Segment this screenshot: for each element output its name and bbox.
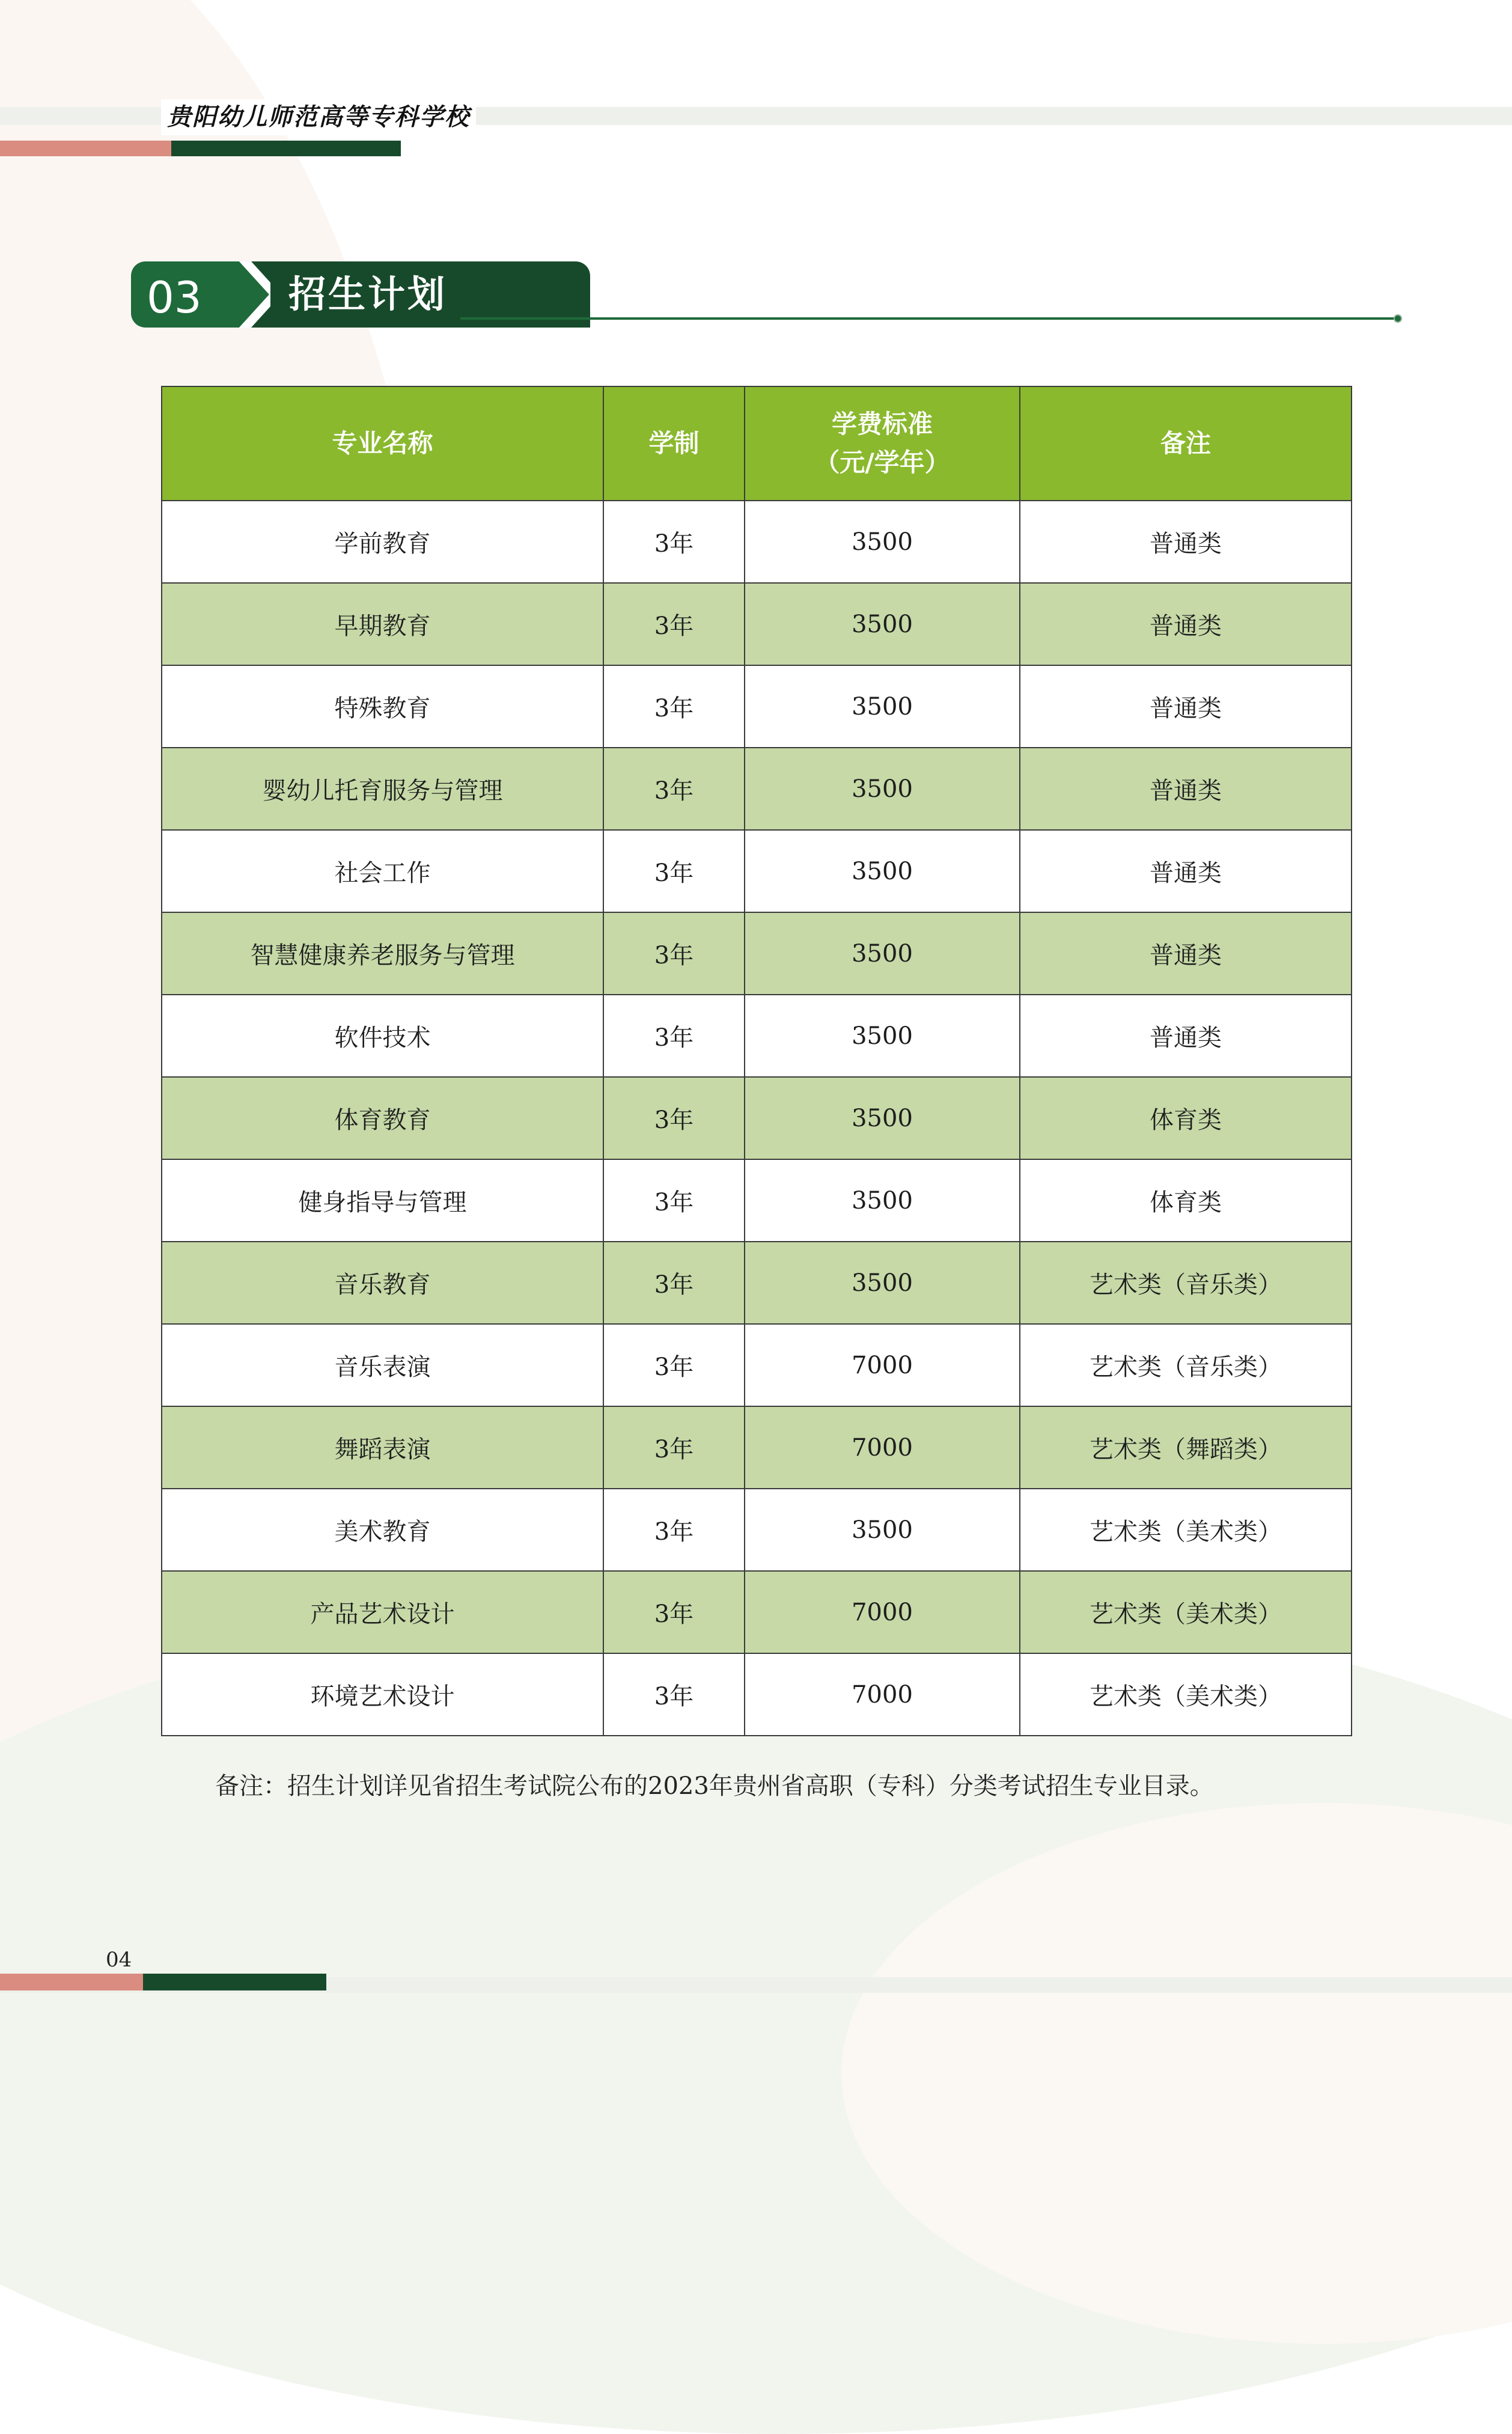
table-row bbox=[162, 1324, 1352, 1406]
cell-major: 体育教育 bbox=[162, 1077, 603, 1159]
section-title: 招生计划 bbox=[288, 272, 448, 316]
cell-major: 学前教育 bbox=[162, 501, 603, 583]
table-row bbox=[162, 665, 1352, 748]
cell-fee: 3500 bbox=[745, 748, 1020, 830]
cell-duration: 3年 bbox=[603, 1571, 745, 1653]
cell-duration: 3年 bbox=[603, 912, 745, 995]
enrollment-plan-table bbox=[161, 386, 1352, 1736]
cell-duration: 3年 bbox=[603, 995, 745, 1077]
section-number: 03 bbox=[147, 272, 202, 323]
cell-fee: 3500 bbox=[745, 995, 1020, 1077]
cell-note: 体育类 bbox=[1020, 1159, 1352, 1242]
page-number: 04 bbox=[106, 1948, 132, 1972]
cell-major: 音乐教育 bbox=[162, 1242, 603, 1324]
bottom-stripe-pink bbox=[0, 1974, 143, 1990]
cell-note: 艺术类（美术类） bbox=[1020, 1653, 1352, 1736]
cell-note: 艺术类（美术类） bbox=[1020, 1489, 1352, 1571]
cell-major: 产品艺术设计 bbox=[162, 1571, 603, 1653]
bottom-stripe-green bbox=[143, 1974, 326, 1990]
cell-fee: 7000 bbox=[745, 1324, 1020, 1406]
school-name-logo: 贵阳幼儿师范高等专科学校 bbox=[161, 99, 476, 135]
top-stripe-green bbox=[171, 141, 401, 156]
table-row bbox=[162, 1159, 1352, 1242]
table-row bbox=[162, 501, 1352, 583]
cell-major: 音乐表演 bbox=[162, 1324, 603, 1406]
cell-major: 智慧健康养老服务与管理 bbox=[162, 912, 603, 995]
table-row bbox=[162, 1406, 1352, 1489]
table-row bbox=[162, 1571, 1352, 1653]
cell-fee: 3500 bbox=[745, 1489, 1020, 1571]
cell-major: 婴幼儿托育服务与管理 bbox=[162, 748, 603, 830]
cell-fee: 7000 bbox=[745, 1653, 1020, 1736]
cell-note: 普通类 bbox=[1020, 912, 1352, 995]
cell-duration: 3年 bbox=[603, 501, 745, 583]
cell-note: 普通类 bbox=[1020, 995, 1352, 1077]
cell-fee: 3500 bbox=[745, 665, 1020, 748]
cell-fee: 3500 bbox=[745, 1077, 1020, 1159]
top-stripe-pink bbox=[0, 141, 171, 156]
cell-duration: 3年 bbox=[603, 830, 745, 912]
cell-duration: 3年 bbox=[603, 583, 745, 665]
cell-fee: 3500 bbox=[745, 583, 1020, 665]
cell-major: 健身指导与管理 bbox=[162, 1159, 603, 1242]
cell-major: 美术教育 bbox=[162, 1489, 603, 1571]
footnote: 备注：招生计划详见省招生考试院公布的2023年贵州省高职（专科）分类考试招生专业目录。 bbox=[215, 1772, 1214, 1800]
cell-note: 艺术类（美术类） bbox=[1020, 1571, 1352, 1653]
cell-major: 社会工作 bbox=[162, 830, 603, 912]
cell-note: 体育类 bbox=[1020, 1077, 1352, 1159]
column-header-fee: 学费标准 （元/学年） bbox=[745, 386, 1020, 501]
table-header-row bbox=[162, 386, 1352, 501]
section-divider-line bbox=[460, 317, 1397, 320]
column-header-note: 备注 bbox=[1020, 386, 1352, 501]
table-row bbox=[162, 748, 1352, 830]
cell-duration: 3年 bbox=[603, 1489, 745, 1571]
cell-note: 普通类 bbox=[1020, 748, 1352, 830]
cell-major: 特殊教育 bbox=[162, 665, 603, 748]
cell-fee: 3500 bbox=[745, 1242, 1020, 1324]
table-row bbox=[162, 1242, 1352, 1324]
cell-major: 早期教育 bbox=[162, 583, 603, 665]
cell-duration: 3年 bbox=[603, 1242, 745, 1324]
column-header-duration: 学制 bbox=[603, 386, 745, 501]
divider-end-dot bbox=[1394, 314, 1402, 323]
table-row bbox=[162, 1489, 1352, 1571]
table-row bbox=[162, 1077, 1352, 1159]
section-header bbox=[131, 258, 1405, 331]
cell-fee: 3500 bbox=[745, 501, 1020, 583]
cell-major: 环境艺术设计 bbox=[162, 1653, 603, 1736]
table-body bbox=[162, 501, 1352, 1736]
cell-duration: 3年 bbox=[603, 1077, 745, 1159]
table-row bbox=[162, 583, 1352, 665]
column-header-major: 专业名称 bbox=[162, 386, 603, 501]
cell-duration: 3年 bbox=[603, 1324, 745, 1406]
cell-fee: 7000 bbox=[745, 1571, 1020, 1653]
cell-fee: 3500 bbox=[745, 1159, 1020, 1242]
cell-duration: 3年 bbox=[603, 1406, 745, 1489]
cell-fee: 3500 bbox=[745, 830, 1020, 912]
cell-note: 艺术类（音乐类） bbox=[1020, 1324, 1352, 1406]
table-row bbox=[162, 912, 1352, 995]
cell-duration: 3年 bbox=[603, 665, 745, 748]
cell-fee: 7000 bbox=[745, 1406, 1020, 1489]
cell-note: 普通类 bbox=[1020, 665, 1352, 748]
table-row bbox=[162, 995, 1352, 1077]
cell-note: 普通类 bbox=[1020, 830, 1352, 912]
cell-note: 艺术类（音乐类） bbox=[1020, 1242, 1352, 1324]
cell-major: 舞蹈表演 bbox=[162, 1406, 603, 1489]
table-row bbox=[162, 830, 1352, 912]
cell-major: 软件技术 bbox=[162, 995, 603, 1077]
cell-duration: 3年 bbox=[603, 1653, 745, 1736]
cell-fee: 3500 bbox=[745, 912, 1020, 995]
cell-duration: 3年 bbox=[603, 1159, 745, 1242]
cell-duration: 3年 bbox=[603, 748, 745, 830]
table-row bbox=[162, 1653, 1352, 1736]
cell-note: 艺术类（舞蹈类） bbox=[1020, 1406, 1352, 1489]
cell-note: 普通类 bbox=[1020, 501, 1352, 583]
cell-note: 普通类 bbox=[1020, 583, 1352, 665]
